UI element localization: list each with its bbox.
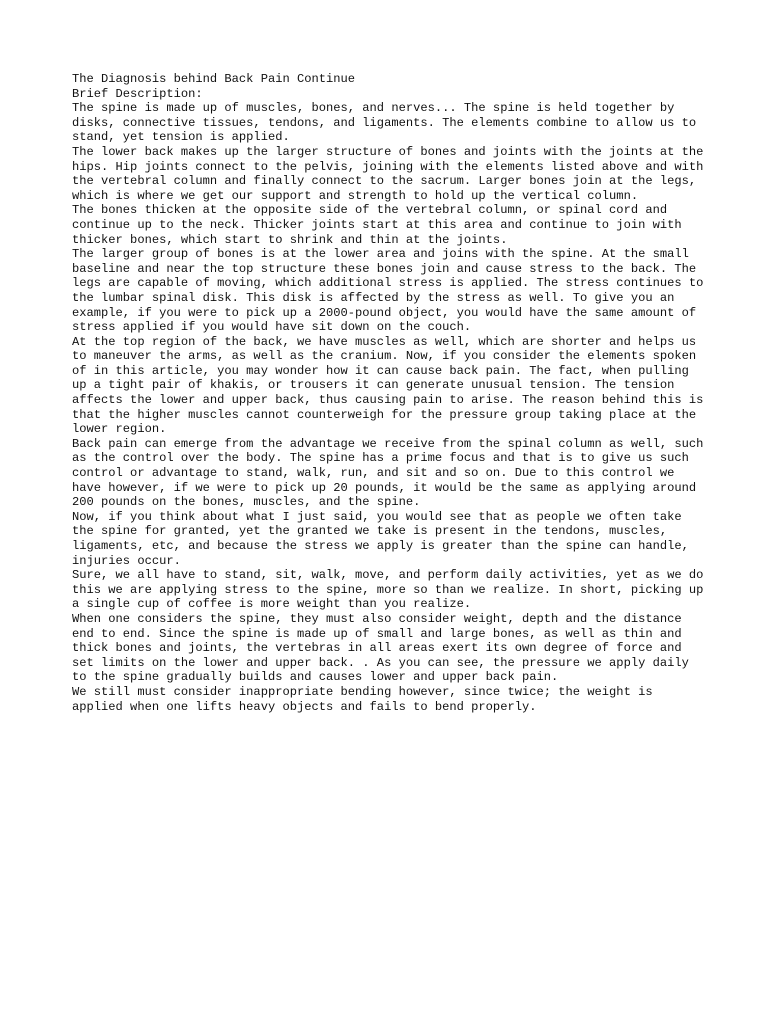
paragraph-1: The spine is made up of muscles, bones, and nerves... The spine is held together by disks, connective tissues, tendons, and ligaments. The elements combine to allow us to stand, yet tension is applied. [72,101,697,145]
paragraph-8: Sure, we all have to stand, sit, walk, move, and perform daily activities, yet as we do this we are applying stress to the spine, more so than we realize. In short, picking up a single cup of coffee is more weight than you realize. [72,568,704,612]
document-title: The Diagnosis behind Back Pain Continue [72,72,356,86]
paragraph-6: Back pain can emerge from the advantage we receive from the spinal column as well, such as the control over the body. The spine has a prime focus and that is to give us such control or advantage to stand, walk, run, and sit and so on. Due to this control we have however, if we were to pick up 20 pounds, it would be the same as applying around 200 pounds on the bones, muscles, and the spine. [72,436,704,510]
document-subtitle: Brief Description: [72,86,203,101]
paragraph-7: Now, if you think about what I just said, you would see that as people we often take the spine for granted, yet the granted we take is present in the tendons, muscles, ligaments, etc, and because the stress we apply is greater than the spine can handle, injuries occur. [72,509,689,568]
paragraph-2: The lower back makes up the larger structure of bones and joints with the joints at the hips. Hip joints connect to the pelvis, joining with the elements listed above and with the vertebral column and finally connect to the sacrum. Larger bones join at the legs, which is where we get our support and strength to hold up the vertical column. [72,144,704,203]
paragraph-9: When one considers the spine, they must also consider weight, depth and the distance end to end. Since the spine is made up of small and large bones, as well as thin and thick bones and joints, the vertebras in all areas exert its own degree of force and set limits on the lower and upper back. . As you can see, the pressure we apply daily to the spine gradually builds and causes lower and upper back pain. [72,611,689,685]
paragraph-10: We still must consider inappropriate bending however, since twice; the weight is applied when one lifts heavy objects and fails to bend properly. [72,684,653,714]
paragraph-3: The bones thicken at the opposite side of the vertebral column, or spinal cord and continue up to the neck. Thicker joints start at this area and continue to join with thicker bones, which start to shrink and thin at the joints. [72,203,682,247]
paragraph-5: At the top region of the back, we have muscles as well, which are shorter and helps us to maneuver the arms, as well as the cranium. Now, if you consider the elements spoken of in this article, you may wonder how it can cause back pain. The fact, when pulling up a tight pair of khakis, or trousers it can generate unusual tension. The tension affects the lower and upper back, thus causing pain to arise. The reason behind this is that the higher muscles cannot counterweigh for the pressure group taking place at the lower region. [72,334,704,437]
paragraph-4: The larger group of bones is at the lower area and joins with the spine. At the small baseline and near the top structure these bones join and cause stress to the back. The legs are capable of moving, which additional stress is applied. The stress continues to the lumbar spinal disk. This disk is affected by the stress as well. To give you an example, if you were to pick up a 2000-pound object, you would have the same amount of stress applied if you would have sit down on the couch. [72,247,704,335]
